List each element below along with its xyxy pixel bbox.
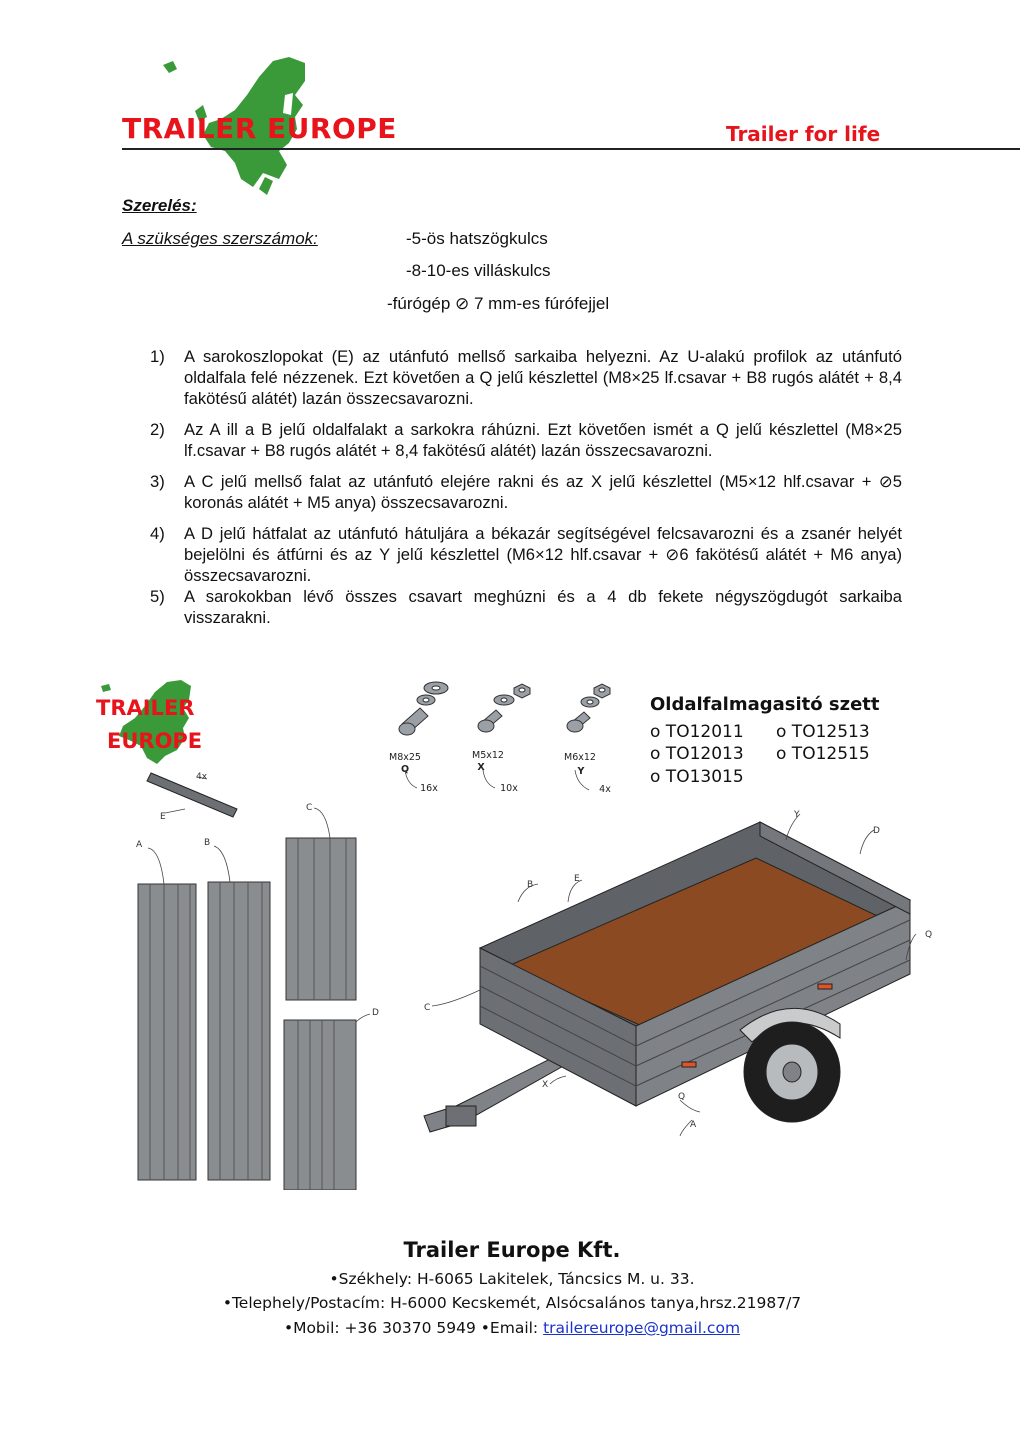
tool-item: -5-ös hatszögkulcs: [406, 229, 548, 248]
step-item: [150, 523, 902, 586]
figure-logo-line1: TRAILER: [96, 696, 195, 720]
footer-postal-address: •Telephely/Postacím: H-6000 Kecskemét, Alsócsalános tanya,hrsz.21987/7: [222, 1294, 802, 1312]
hardware-leader-lines: [395, 768, 625, 798]
section-title: Szerelés:: [122, 196, 197, 215]
tools-label: A szükséges szerszámok:: [122, 229, 318, 248]
step-text: A C jelű mellső falat az utánfutó elejére rakni és az X jelű készlettel (M5×12 hlf.csavar + ⊘5 koronás alátét + M5 anya) összecsavarozni.: [184, 472, 902, 512]
slogan: Trailer for life: [726, 122, 881, 146]
part-label-x-assembly: X: [542, 1080, 549, 1090]
part-label-q-assembly-lower: Q: [678, 1092, 686, 1102]
step-item: [150, 346, 902, 409]
part-label-e-qty: 4x: [196, 772, 208, 782]
step-number: 1): [150, 347, 165, 366]
hardware-qty-label: 4x: [599, 784, 611, 795]
step-text: Az A ill a B jelű oldalfalakt a sarkokra ráhúzni. Ezt követően ismét a Q jelű készlettel (M8×25 lf.csavar + B8 rugós alátét + 8,4 fakötésű alátét) lazán összecsavarozni.: [184, 420, 902, 460]
step-item: [150, 419, 902, 461]
footer-contact-prefix: •Mobil: +36 30370 5949 •Email:: [283, 1319, 544, 1337]
step-text: A sarokokban lévő összes csavart meghúzni és a 4 db fekete négyszögdugót sarkaiba visszarakni.: [184, 587, 902, 627]
step-number: 3): [150, 472, 165, 491]
part-label-d-assembly: D: [873, 826, 880, 836]
hardware-size-label: M8x25: [389, 752, 421, 763]
panel-parts-illustration: [130, 800, 400, 1190]
hardware-illustration: [380, 676, 630, 756]
figure-logo-line2: EUROPE: [107, 729, 203, 753]
email-link[interactable]: trailereurope@gmail.com: [543, 1319, 741, 1337]
model-item: o TO12515: [776, 744, 870, 764]
brand-title: TRAILER EUROPE: [122, 112, 397, 145]
step-number: 2): [150, 420, 165, 439]
hardware-qty-label: 16x: [420, 783, 438, 794]
europe-map-logo-small: [95, 678, 225, 768]
part-label-c: C: [306, 803, 313, 813]
footer-contact: [0, 1319, 1024, 1337]
tool-item: -fúrógép ⊘ 7 mm-es fúrófejjel: [387, 294, 610, 313]
part-label-e-assembly: E: [574, 874, 580, 884]
hardware-code-label: Y: [577, 766, 585, 777]
hardware-qty-label: 10x: [500, 783, 518, 794]
header-divider: [122, 148, 1020, 150]
hardware-code-label: X: [477, 762, 485, 773]
part-label-a: A: [136, 840, 143, 850]
part-label-a-assembly: A: [690, 1120, 697, 1130]
model-item: o TO13015: [650, 767, 744, 787]
step-text: A sarokoszlopokat (E) az utánfutó mellső sarkaiba helyezni. Az U-alakú profilok az utánfutó oldalfala felé nézzenek. Ezt követően a Q jelű készlettel (M8×25 lf.csavar + B8 rugós alátét + 8,4 fakötésű alátét) lazán összecsavarozni.: [184, 347, 902, 408]
step-text: A D jelű hátfalat az utánfutó hátuljára a békazár segítségével felcsavarozni és a zsanér helyét bejelölni és átfúrni és az Y jelű készlettel (M6×12 hlf.csavar + ⊘6 fakötésű alátét + M6 anya) összecsavarozni.: [184, 524, 902, 585]
model-item: o TO12013: [650, 744, 744, 764]
model-item: o TO12513: [776, 722, 870, 742]
step-number: 4): [150, 524, 165, 543]
part-label-b-assembly: B: [527, 880, 534, 890]
model-item: o TO12011: [650, 722, 744, 742]
footer-company: Trailer Europe Kft.: [403, 1238, 621, 1262]
tool-item: -8-10-es villáskulcs: [406, 261, 551, 280]
part-label-q-assembly: Q: [925, 930, 933, 940]
set-title: Oldalfalmagasitó szett: [650, 694, 880, 715]
hardware-code-label: Q: [400, 764, 410, 775]
part-label-b: B: [204, 838, 211, 848]
assembly-steps: [150, 346, 902, 638]
hardware-size-label: M5x12: [472, 750, 504, 761]
part-label-y-assembly: Y: [794, 810, 800, 820]
step-number: 5): [150, 587, 165, 606]
part-label-c-assembly: C: [424, 1003, 431, 1013]
step-item: [150, 471, 902, 513]
step-item: [150, 586, 902, 628]
part-label-d: D: [372, 1008, 379, 1018]
part-label-e: E: [160, 812, 166, 822]
footer-address: •Székhely: H-6065 Lakitelek, Táncsics M. u. 33.: [329, 1270, 695, 1288]
hardware-size-label: M6x12: [564, 752, 596, 763]
